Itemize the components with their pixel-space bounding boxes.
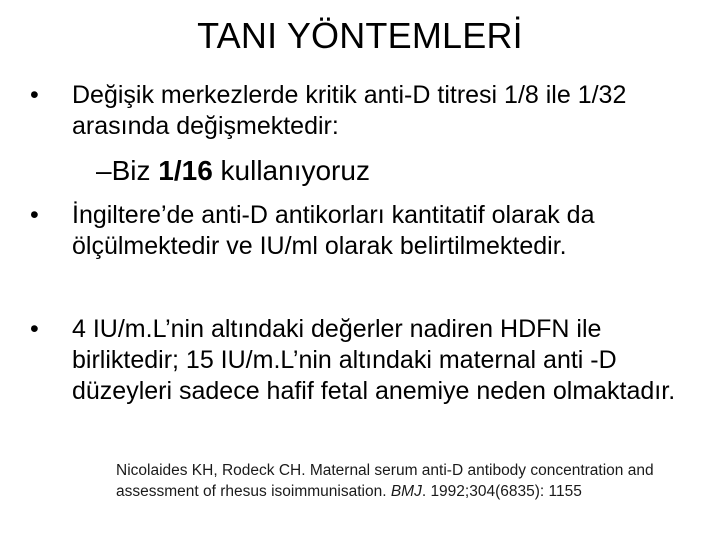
reference [116,460,676,502]
bullet-item [30,200,690,262]
reference-citation: . 1992;304(6835): 1155 [421,483,582,500]
sub-bullet-dash: – [96,155,112,186]
sub-bullet [96,154,370,188]
slide-title: TANI YÖNTEMLERİ [197,15,523,56]
bullet-item [30,314,690,407]
bullet-marker: • [30,315,39,343]
bullet-marker: • [30,81,39,109]
reference-journal: BMJ [390,483,422,500]
reference-authors-title: Nicolaides KH, Rodeck CH. Maternal serum anti-D antibody concentration and assessment of rhesus isoimmunisation. [116,462,654,500]
bullet-text: Değişik merkezlerde kritik anti-D titresi 1/8 ile 1/32 arasında değişmektedir: [72,81,627,140]
sub-bullet-prefix: Biz [111,155,159,186]
bullet-marker: • [30,201,39,229]
sub-bullet-bold: 1/16 [158,155,213,186]
bullet-item [30,80,690,142]
bullet-text: 4 IU/m.L’nin altındaki değerler nadiren HDFN ile birliktedir; 15 IU/m.L’nin altındaki maternal anti -D düzeyleri sadece hafif fetal anemiye neden olmaktadır. [72,315,676,405]
bullet-text: İngiltere’de anti-D antikorları kantitatif olarak da ölçülmektedir ve IU/ml olarak belirtilmektedir. [72,201,595,260]
sub-bullet-suffix: kullanıyoruz [212,155,370,186]
